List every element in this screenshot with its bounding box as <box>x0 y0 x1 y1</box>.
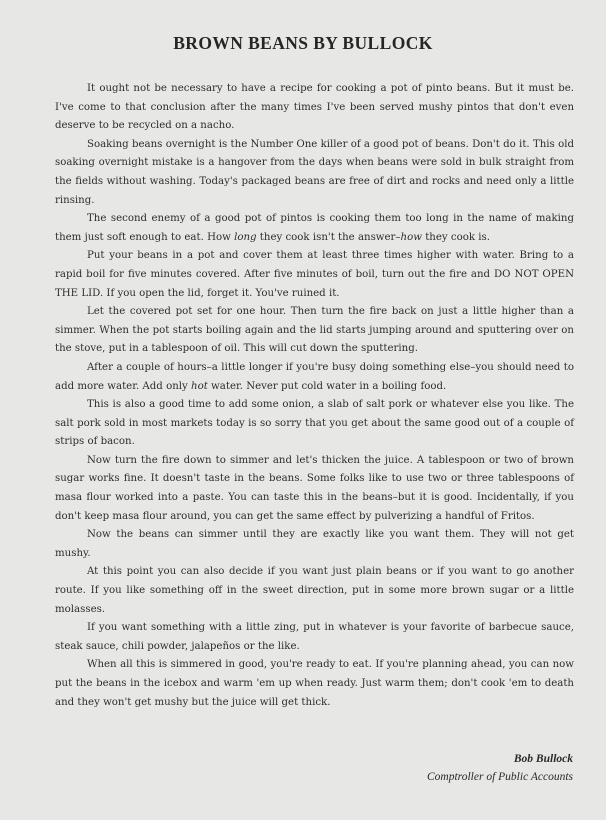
page-title: BROWN BEANS BY BULLOCK <box>173 33 433 53</box>
text-segment: they cook isn't the answer– <box>256 231 401 243</box>
recipe-body <box>55 80 574 712</box>
paragraph-boil: Put your beans in a pot and cover them at least three times higher with water. Bring to a rapid boil for five minutes covered. After five minutes of boil, turn out the fire and DO NOT OPEN THE LID. If you open the lid, forget it. You've ruined it. <box>55 250 574 299</box>
paragraph-thicken: Now turn the fire down to simmer and let's thicken the juice. A tablespoon or two of brown sugar works fine. It doesn't taste in the beans. Some folks like to use two or three tablespoons of masa flour worked into a paste. You can taste this in the beans–but it is good. Incidentally, if you don't keep masa flour around, you can get the same effect by pulverizing a handful of Fritos. <box>55 454 574 522</box>
paragraph-soaking: Soaking beans overnight is the Number One killer of a good pot of beans. Don't do it. This old soaking overnight mistake is a hangover from the days when beans were sold in bulk straight from the fields without washing. Today's packaged beans are free of dirt and rocks and need only a little rinsing. <box>55 138 574 206</box>
emphasis-long: long <box>234 231 257 243</box>
paragraph-onion: This is also a good time to add some onion, a slab of salt pork or whatever else you like. The salt pork sold in most markets today is so sorry that you get about the same good out of a couple of strips of bacon. <box>55 399 574 448</box>
paragraph-add-water <box>55 359 574 396</box>
paragraph-ready: When all this is simmered in good, you're ready to eat. If you're planning ahead, you can now put the beans in the icebox and warm 'em up when ready. Just warm them; don't cook 'em to death and they won't get mushy but the juice will get thick. <box>55 659 574 708</box>
paragraph-covered-pot: Let the covered pot set for one hour. Then turn the fire back on just a little higher than a simmer. When the pot starts boiling again and the lid starts jumping around and sputtering over on the stove, put in a tablespoon of oil. This will cut down the sputtering. <box>55 306 574 355</box>
emphasis-how: how <box>400 231 422 243</box>
signature-name: Bob Bullock <box>513 753 573 765</box>
text-segment: they cook is. <box>421 231 490 243</box>
paragraph-zing: If you want something with a little zing, put in whatever is your favorite of barbecue sauce, steak sauce, chili powder, jalapeños or the like. <box>55 622 574 652</box>
paragraph-simmer: Now the beans can simmer until they are exactly like you want them. They will not get mushy. <box>55 529 574 559</box>
paragraph-sweet: At this point you can also decide if you want just plain beans or if you want to go another route. If you like something off in the sweet direction, put in some more brown sugar or a little molasses. <box>55 566 574 615</box>
paragraph-intro: It ought not be necessary to have a recipe for cooking a pot of pinto beans. But it must be. I've come to that conclusion after the many times I've been served mushy pintos that don't even deserve to be recycled on a nacho. <box>55 83 574 132</box>
signature-block <box>427 750 573 786</box>
emphasis-hot: hot <box>191 380 208 392</box>
text-segment: After a couple of hours–a little longer if you're busy doing something else–you should need to add more water. Add only <box>55 361 574 392</box>
signature-role: Comptroller of Public Accounts <box>427 771 573 783</box>
paragraph-second-enemy <box>55 210 574 247</box>
text-segment: The second enemy of a good pot of pintos is cooking them too long in the name of making them just soft enough to eat. How <box>55 213 574 243</box>
text-segment: water. Never put cold water in a boiling food. <box>207 380 447 392</box>
